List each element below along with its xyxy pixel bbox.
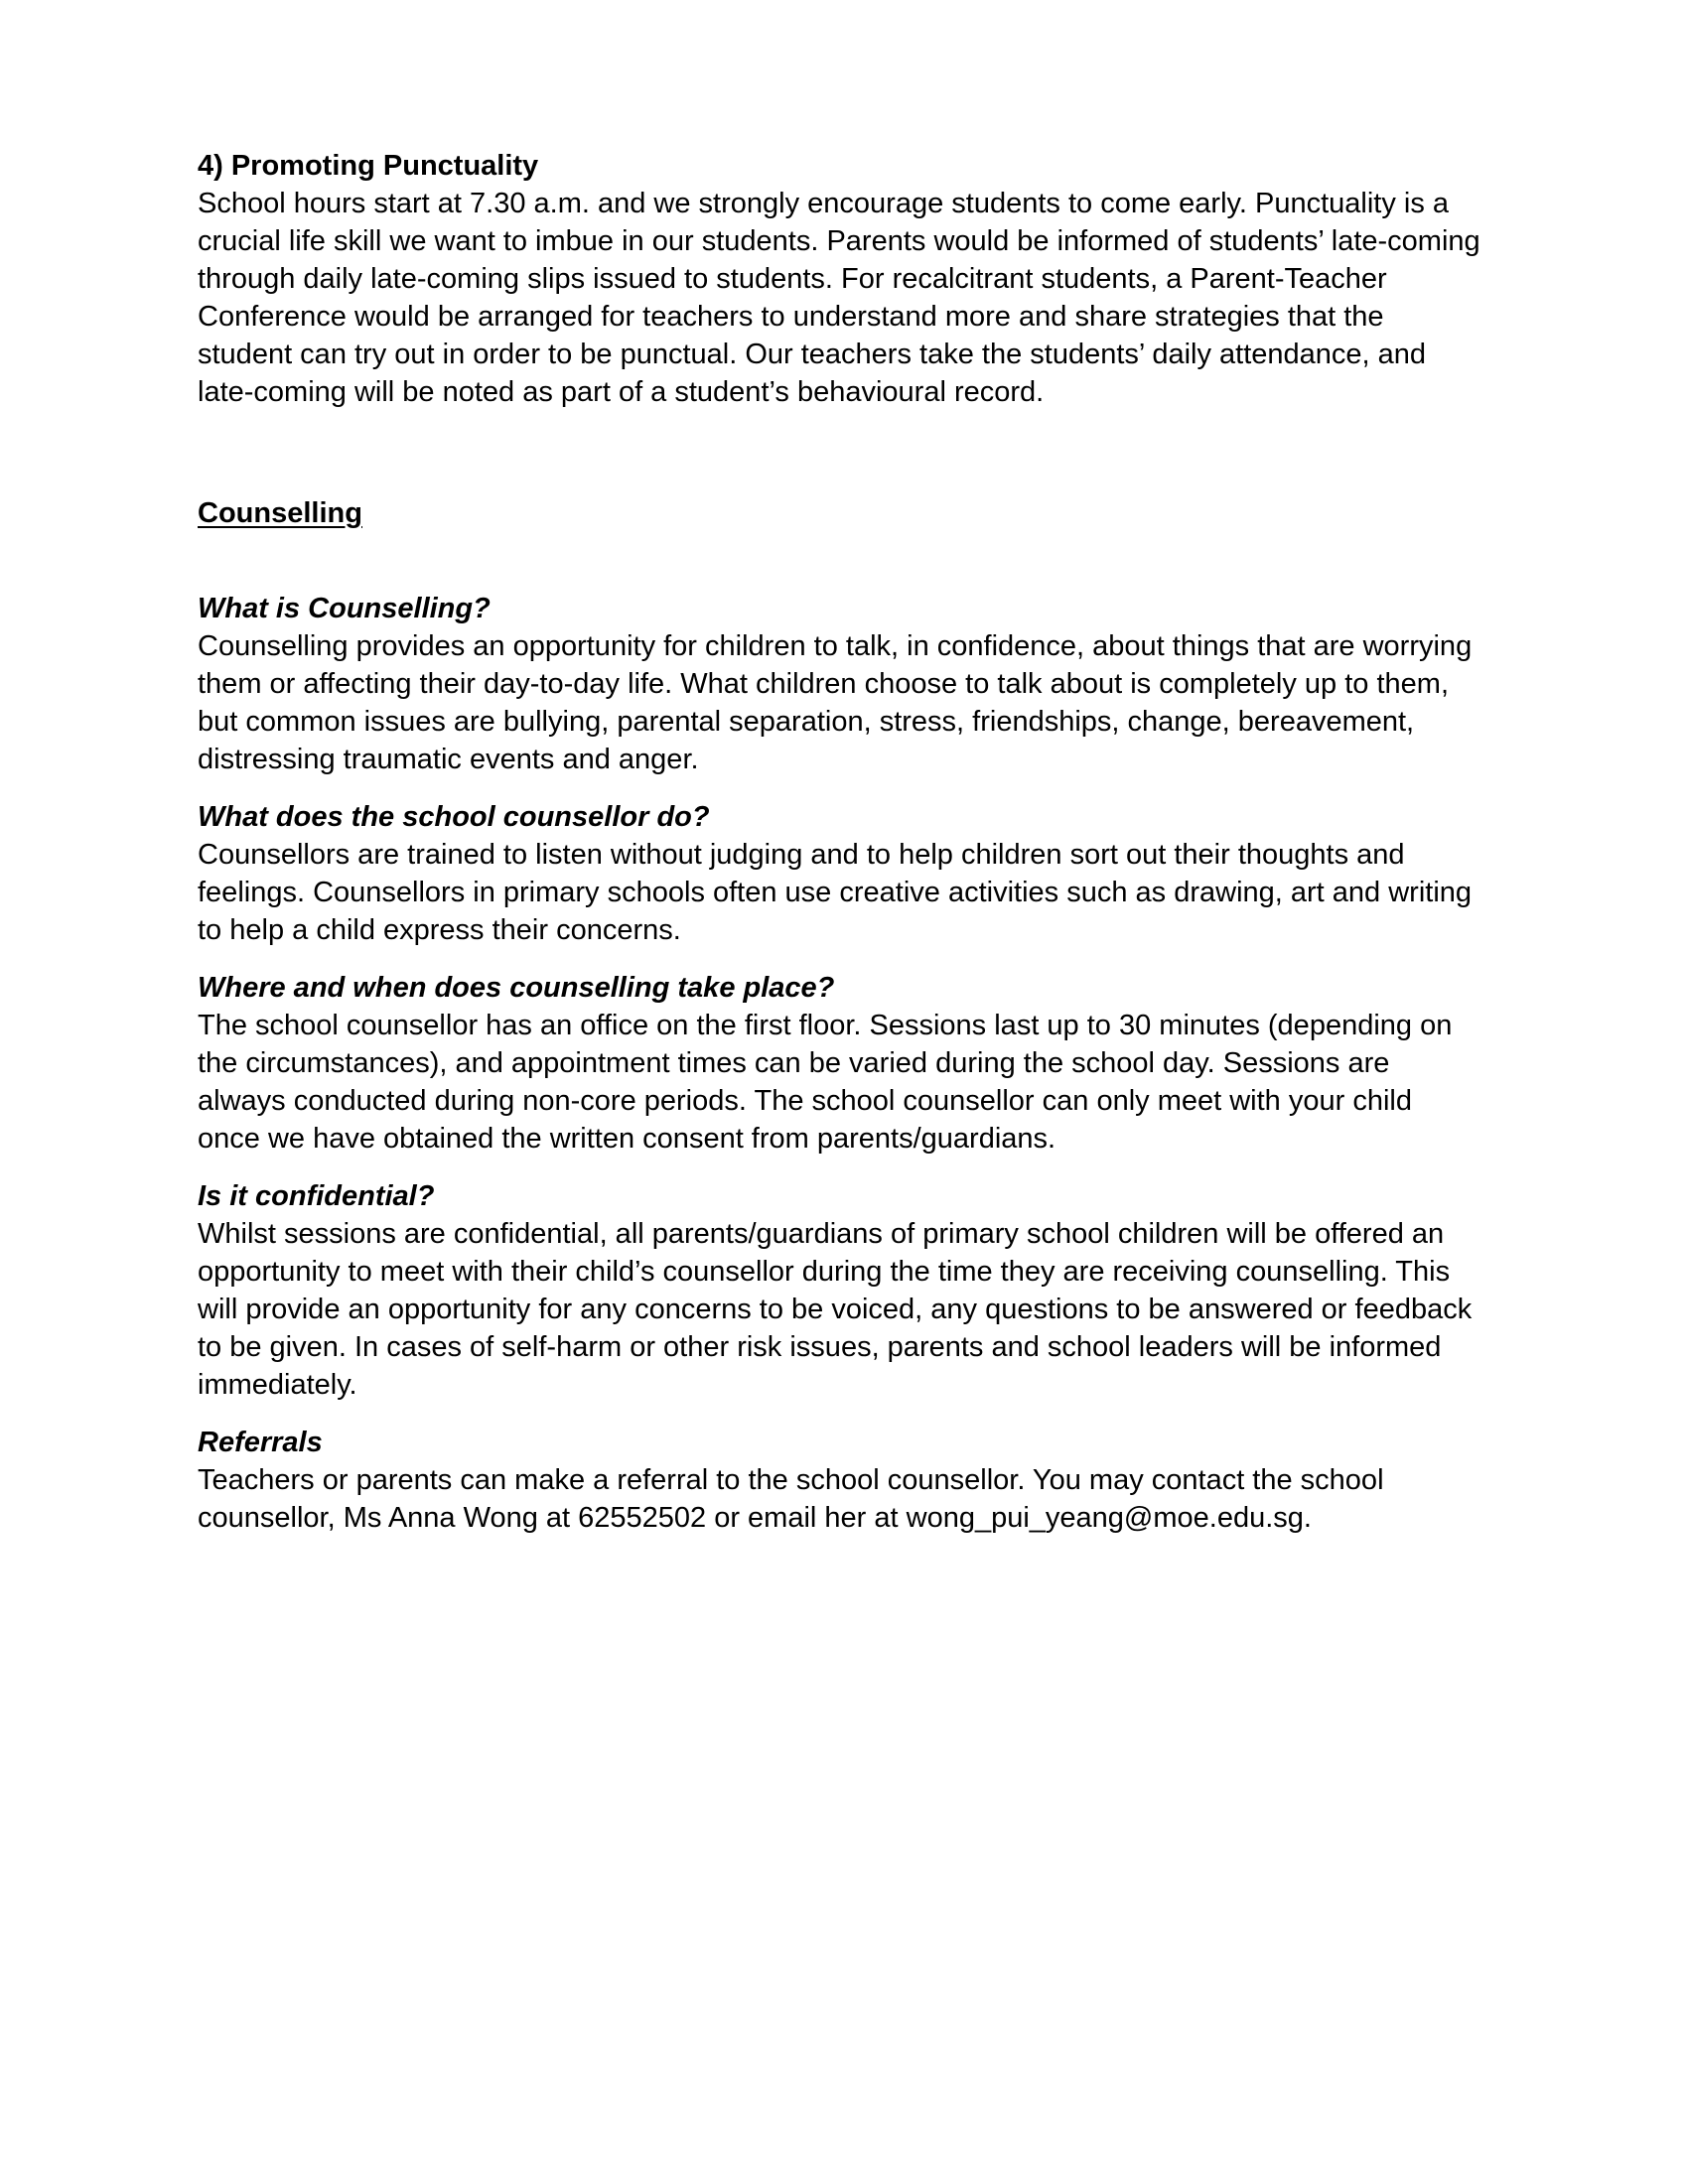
- referrals-body: Teachers or parents can make a referral to the school counsellor. You may contact the school counsellor, Ms Anna Wong at 62552502 or email her at wong_pui_yeang@moe.edu.sg.: [198, 1464, 1384, 1534]
- confidential-title: Is it confidential?: [198, 1180, 435, 1212]
- what-is-counselling-body: Counselling provides an opportunity for children to talk, in confidence, about things that are worrying them or affecting their day-to-day life. What children choose to talk about is completely up to them, but common issues are bullying, parental separation, stress, friendships, change, bereavement, distressing traumatic events and anger.: [198, 630, 1473, 775]
- where-when-body: The school counsellor has an office on the first floor. Sessions last up to 30 minutes (depending on the circumstances), and appointment times can be varied during the school day. Sessions are always conducted during non-core periods. The school counsellor can only meet with your child once we have obtained the written consent from parents/guardians.: [198, 1010, 1453, 1155]
- counselling-section-counsellor-role: [198, 798, 1568, 949]
- punctuality-section: [198, 147, 1568, 411]
- counselling-section-what-is: [198, 590, 1568, 778]
- counselling-section-confidential: [198, 1177, 1568, 1404]
- punctuality-body: School hours start at 7.30 a.m. and we strongly encourage students to come early. Punctuality is a crucial life skill we want to imbue in our students. Parents would be informed of students’ late-coming through daily late-coming slips issued to students. For recalcitrant students, a Parent-Teacher Conference would be arranged for teachers to understand more and share strategies that the student can try out in order to be punctual. Our teachers take the students’ daily attendance, and late-coming will be noted as part of a student’s behavioural record.: [198, 188, 1480, 408]
- referrals-title: Referrals: [198, 1427, 323, 1458]
- what-is-counselling-title: What is Counselling?: [198, 593, 491, 624]
- confidential-body: Whilst sessions are confidential, all parents/guardians of primary school children will be offered an opportunity to meet with their child’s counsellor during the time they are receiving counselling. This will provide an opportunity for any concerns to be voiced, any questions to be answered or feedback to be given. In cases of self-harm or other risk issues, parents and school leaders will be informed immediately.: [198, 1218, 1473, 1401]
- counsellor-role-title: What does the school counsellor do?: [198, 801, 710, 833]
- counselling-section-where-when: [198, 969, 1568, 1158]
- counselling-heading: Counselling: [198, 497, 362, 529]
- counselling-section-referrals: [198, 1424, 1568, 1537]
- punctuality-title: 4) Promoting Punctuality: [198, 150, 539, 182]
- counsellor-role-body: Counsellors are trained to listen without judging and to help children sort out their thoughts and feelings. Counsellors in primary schools often use creative activities such as drawing, art and writing to help a child express their concerns.: [198, 839, 1473, 946]
- where-when-title: Where and when does counselling take place?: [198, 972, 835, 1004]
- document-page: [198, 147, 1568, 1537]
